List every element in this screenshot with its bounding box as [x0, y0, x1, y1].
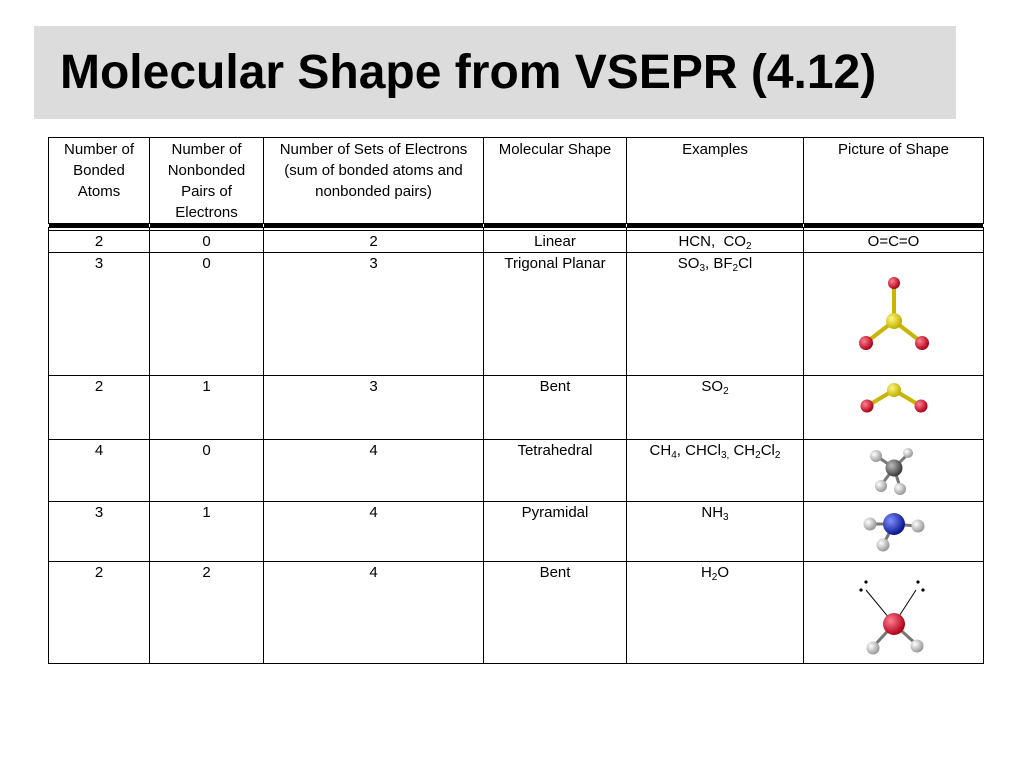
cell-shape: Bent [484, 562, 627, 664]
cell-bonded: 3 [49, 253, 150, 376]
cell-picture-text: O=C=O [804, 231, 984, 253]
cell-nonbonded: 1 [150, 376, 264, 440]
cell-examples: $H_2O$ [627, 562, 804, 664]
bent-so2-model [804, 376, 984, 440]
bent-so2-molecule-image [854, 376, 934, 426]
cell-examples: $SO_3$, $BF_2Cl$ [627, 253, 804, 376]
cell-bonded: 3 [49, 502, 150, 562]
cell-nonbonded: 1 [150, 502, 264, 562]
table-row [49, 231, 984, 253]
header-sets-of-electrons: Number of Sets of Electrons (sum of bonded atoms and nonbonded pairs) [264, 138, 484, 224]
cell-sets: 2 [264, 231, 484, 253]
tetrahedral-model [804, 440, 984, 502]
bent-water-molecule-image [854, 562, 934, 658]
header-row [49, 138, 984, 224]
title-banner [34, 26, 956, 119]
bent-water-model [804, 562, 984, 664]
table-row [49, 253, 984, 376]
table-row [49, 502, 984, 562]
trigonal-planar-molecule-image [854, 253, 934, 363]
page-title: Molecular Shape from VSEPR (4.12) [60, 46, 877, 99]
cell-examples: HCN, $CO_2$ [627, 231, 804, 253]
header-molecular-shape: Molecular Shape [484, 138, 627, 224]
pyramidal-molecule-image [854, 502, 934, 558]
table-row [49, 440, 984, 502]
cell-shape: Linear [484, 231, 627, 253]
header-examples: Examples [627, 138, 804, 224]
cell-bonded: 4 [49, 440, 150, 502]
cell-nonbonded: 0 [150, 253, 264, 376]
cell-sets: 4 [264, 502, 484, 562]
cell-nonbonded: 2 [150, 562, 264, 664]
table-row [49, 562, 984, 664]
cell-shape: Pyramidal [484, 502, 627, 562]
vsepr-table [48, 137, 984, 664]
table-row [49, 376, 984, 440]
cell-shape: Trigonal Planar [484, 253, 627, 376]
cell-shape: Bent [484, 376, 627, 440]
cell-bonded: 2 [49, 231, 150, 253]
cell-examples: $SO_2$ [627, 376, 804, 440]
header-picture: Picture of Shape [804, 138, 984, 224]
pyramidal-model [804, 502, 984, 562]
header-bonded-atoms: Number of Bonded Atoms [49, 138, 150, 224]
cell-sets: 4 [264, 440, 484, 502]
cell-examples: $NH_3$ [627, 502, 804, 562]
cell-sets: 3 [264, 253, 484, 376]
cell-sets: 3 [264, 376, 484, 440]
cell-nonbonded: 0 [150, 440, 264, 502]
cell-shape: Tetrahedral [484, 440, 627, 502]
header-nonbonded-pairs: Number of Nonbonded Pairs of Electrons [150, 138, 264, 224]
tetrahedral-molecule-image [854, 440, 934, 498]
cell-bonded: 2 [49, 376, 150, 440]
cell-bonded: 2 [49, 562, 150, 664]
cell-sets: 4 [264, 562, 484, 664]
trigonal-planar-model [804, 253, 984, 376]
cell-nonbonded: 0 [150, 231, 264, 253]
cell-examples: $CH_4$, CHCl$_{3,}$ $CH_2Cl_2$ [627, 440, 804, 502]
